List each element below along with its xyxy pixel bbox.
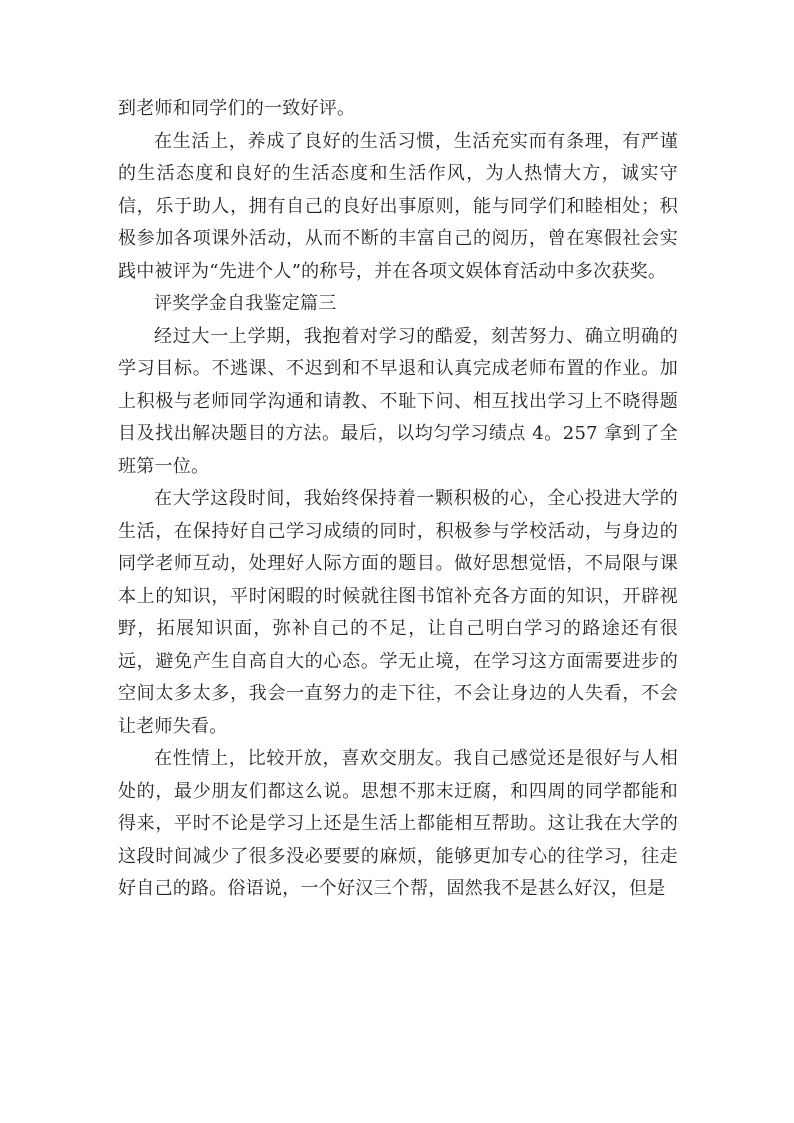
- paragraph-personality: 在性情上，比较开放，喜欢交朋友。我自己感觉还是很好与人相处的，最少朋友们都这么说。思想不那末迂腐，和四周的同学都能和得来，平时不论是学习上还是生活上都能相互帮助。这让我在大学的这段时间减少了很多没必要要的麻烦，能够更加专心的往学习，往走好自己的路。俗语说，一个好汉三个帮，固然我不是甚么好汉，但是: [118, 748, 678, 899]
- document-page: [118, 93, 678, 906]
- paragraph-study: 经过大一上学期，我抱着对学习的酷爱，刻苦努力、确立明确的学习目标。不逃课、不迟到和不早退和认真完成老师布置的作业。加上积极与老师同学沟通和请教、不耻下问、相互找出学习上不晓得题目及找出解决题目的方法。最后，以均匀学习绩点 4。257 拿到了全班第一位。: [118, 325, 678, 477]
- paragraph-university: 在大学这段时间，我始终保持着一颗积极的心，全心投进大学的生活，在保持好自己学习成绩的同时，积极参与学校活动，与身边的同学老师互动，处理好人际方面的题目。做好思想觉悟，不局限与课本上的知识，平时闲暇的时候就往图书馆补充各方面的知识，开辟视野，拓展知识面，弥补自己的不足，让自己明白学习的路途还有很远，避免产生自高自大的心态。学无止境，在学习这方面需要进步的空间太多太多，我会一直努力的走下往，不会让身边的人失看，不会让老师失看。: [118, 488, 678, 737]
- section-heading: 评奖学金自我鉴定篇三: [154, 293, 337, 314]
- paragraph-continuation: 到老师和同学们的一致好评。: [118, 98, 356, 119]
- paragraph-life: 在生活上，养成了良好的生活习惯，生活充实而有条理，有严谨的生活态度和良好的生活态度和生活作风，为人热情大方，诚实守信，乐于助人，拥有自己的良好出事原则，能与同学们和睦相处；积极参加各项课外活动，从而不断的丰富自己的阅历，曾在寒假社会实践中被评为“先进个人”的称号，并在各项文娱体育活动中多次获奖。: [118, 130, 678, 282]
